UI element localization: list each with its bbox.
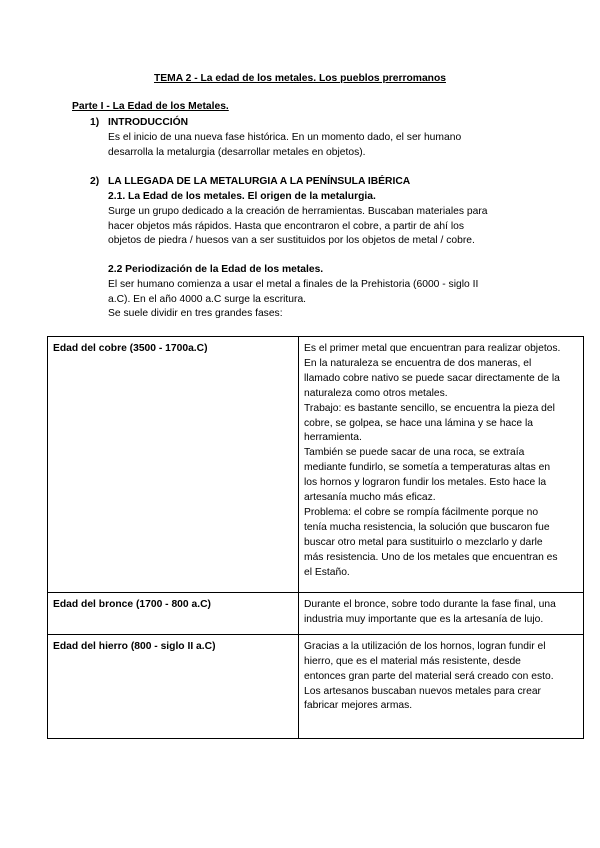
description-line: Trabajo: es bastante sencillo, se encuentra la pieza del [304, 402, 555, 414]
description-line: entonces gran parte del material será creado con esto. [304, 670, 554, 682]
paragraph-line: Surge un grupo dedicado a la creación de herramientas. Buscaban materiales para [108, 206, 488, 217]
description-line: mediante fundirlo, se sometía a temperaturas altas en [304, 462, 551, 474]
subsection-heading-2-1: 2.1. La Edad de los metales. El origen de la metalurgia. [108, 191, 376, 202]
table-row [48, 593, 584, 635]
description-line: En la naturaleza se encuentra de dos maneras, el [304, 357, 532, 369]
subsection-paragraph [108, 278, 523, 322]
description-cell [299, 593, 584, 635]
description-line: Es el primer metal que encuentran para realizar objetos. [304, 343, 561, 354]
description-line: buscar otro metal para sustituirlo o mezclarlo y darle [304, 536, 543, 548]
description-line: artesanía mucho más eficaz. [304, 492, 436, 504]
section-number: 2) [90, 176, 100, 187]
document-title: TEMA 2 - La edad de los metales. Los pueblos prerromanos [153, 73, 446, 84]
description-line: Los artesanos buscaban nuevos metales para crear [304, 685, 541, 697]
paragraph-line: desarrolla la metalurgia (desarrollar metales en objetos). [108, 146, 366, 158]
part-heading: Parte I - La Edad de los Metales. [72, 101, 229, 112]
paragraph-line: objetos de piedra / huesos van a ser sustituidos por los objetos de metal / cobre. [108, 235, 475, 247]
description-line: industria muy importante que es la artesanía de lujo. [304, 613, 544, 625]
paragraph-line: Se suele dividir en tres grandes fases: [108, 308, 283, 320]
description-line: naturaleza como otros metales. [304, 387, 448, 399]
description-line: cobre, se golpea, se hace una lámina y se hace la [304, 417, 533, 429]
description-line: fabricar mejores armas. [304, 700, 413, 712]
paragraph-line: El ser humano comienza a usar el metal a finales de la Prehistoria (6000 - siglo II [108, 279, 479, 290]
section-paragraph [108, 131, 523, 160]
section-heading-metalurgia [90, 175, 410, 190]
description-line: herramienta. [304, 432, 362, 444]
section-title: LA LLEGADA DE LA METALURGIA A LA PENÍNSULA IBÉRICA [108, 176, 411, 187]
period-cell: Edad del hierro (800 - siglo II a.C) [48, 634, 299, 738]
description-line: hierro, que es el material más resistente, desde [304, 655, 521, 667]
period-cell: Edad del bronce (1700 - 800 a.C) [48, 593, 299, 635]
description-line: Problema: el cobre se rompía fácilmente porque no [304, 506, 539, 518]
description-line: tenía mucha resistencia, la solución que buscaron fue [304, 521, 550, 533]
description-line: más resistencia. Uno de los metales que encuentran es [304, 551, 558, 563]
metal-ages-table [47, 336, 584, 739]
section-title: INTRODUCCIÓN [108, 117, 189, 128]
paragraph-line: a.C). En el año 4000 a.C surge la escritura. [108, 293, 307, 305]
description-line: Durante el bronce, sobre todo durante la fase final, una [304, 599, 556, 610]
description-line: También se puede sacar de una roca, se extraía [304, 447, 525, 459]
description-line: Gracias a la utilización de los hornos, logran fundir el [304, 640, 546, 652]
section-number: 1) [90, 117, 100, 128]
description-cell [299, 634, 584, 738]
section-heading-introduccion [90, 116, 188, 131]
period-cell: Edad del cobre (3500 - 1700a.C) [48, 337, 299, 593]
table-row [48, 634, 584, 738]
paragraph-line: hacer objetos más rápidos. Hasta que encontraron el cobre, a partir de ahí los [108, 220, 465, 232]
description-cell [299, 337, 584, 593]
description-line: los hornos y lograron fundir los metales. Esto hace la [304, 477, 547, 489]
subsection-paragraph [108, 205, 523, 249]
table-row [48, 337, 584, 593]
description-line: llamado cobre nativo se puede sacar directamente de la [304, 372, 560, 384]
subsection-heading-2-2: 2.2 Periodización de la Edad de los metales. [108, 264, 324, 275]
description-line: el Estaño. [304, 566, 350, 578]
paragraph-line: Es el inicio de una nueva fase histórica. En un momento dado, el ser humano [108, 132, 462, 143]
